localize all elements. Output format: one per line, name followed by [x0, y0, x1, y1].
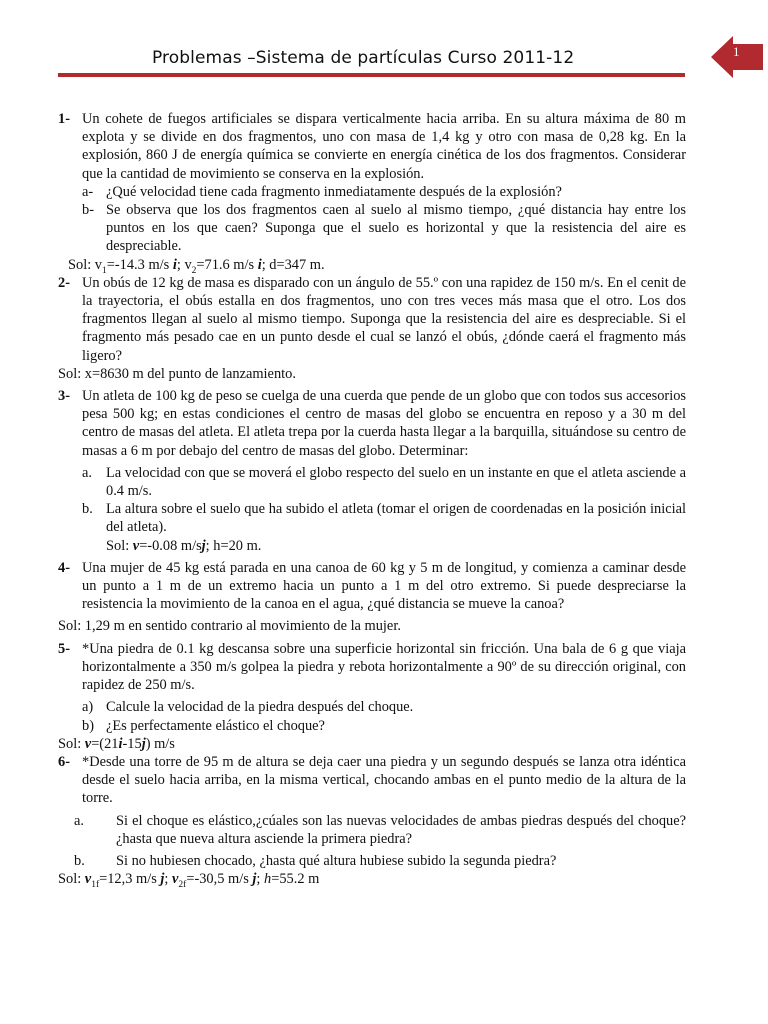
- part-text: Si no hubiesen chocado, ¿hasta qué altura hubiese subido la segunda piedra?: [116, 852, 557, 869]
- problem-part: [58, 201, 686, 256]
- part-label: a.: [82, 464, 92, 481]
- part-text: ¿Qué velocidad tiene cada fragmento inmediatamente después de la explosión?: [106, 183, 562, 200]
- solution-4: Sol: 1,29 m en sentido contrario al movimiento de la mujer.: [58, 618, 401, 635]
- problem-4: [58, 559, 686, 614]
- part-text: La velocidad con que se moverá el globo respecto del suelo en un instante en que el atleta asciende a 0.4 m/s.: [106, 464, 686, 500]
- solution-2: Sol: x=8630 m del punto de lanzamiento.: [58, 365, 296, 382]
- problem-part: [58, 717, 686, 735]
- solution-1: Sol: $v_1=-14.3$ m/s i; $v_2=71.6$ m/s i; d=347 m.: [68, 256, 325, 276]
- page-number: 1: [733, 44, 740, 59]
- problem-part: [58, 500, 686, 536]
- problem-6: [58, 753, 686, 808]
- part-text: La altura sobre el suelo que ha subido el atleta (tomar el origen de coordenadas en la posición inicial del atleta).: [106, 501, 686, 536]
- problem-number: 6-: [58, 753, 70, 770]
- problem-number: 1-: [58, 111, 70, 127]
- part-text: Se observa que los dos fragmentos caen al suelo al mismo tiempo, ¿qué distancia hay entre los puntos en los que caen? Suponga que el suelo es horizontal y que la resistencia del aire es despreciable.: [106, 202, 686, 255]
- problem-number: 2-: [58, 274, 70, 291]
- problem-text: Un atleta de 100 kg de peso se cuelga de una cuerda que pende de un globo que con todos sus accesorios pesa 500 kg; en estas condiciones el centro de masas del globo se encuentra en reposo y a 30 m del centro de masas del atleta. El atleta trepa por la cuerda hasta llegar a la barquilla, situándose su centro de masas a 6 m por debajo del centro de masas del globo. Determinar:: [82, 388, 686, 459]
- part-text: Calcule la velocidad de la piedra después del choque.: [106, 699, 414, 716]
- part-label: b.: [82, 501, 93, 518]
- problem-list: [58, 110, 686, 888]
- solution-3: Sol: v=-0.08 m/sj; h=20 m.: [106, 537, 262, 554]
- part-text: ¿Es perfectamente elástico el choque?: [106, 717, 325, 734]
- problem-text: *Una piedra de 0.1 kg descansa sobre una superficie horizontal sin fricción. Una bala de 6 g que viaja horizontalmente a 350 m/s golpea la piedra y rebota horizontalmente a 90º de su dirección original, con rapidez de 250 m/s.: [82, 640, 686, 694]
- problem-text: *Desde una torre de 95 m de altura se deja caer una piedra y un segundo después se lanza otra idéntica desde el suelo hacia arriba, en la misma vertical, chocando ambas en el punto medio de la altura de la torre.: [82, 753, 686, 807]
- solution-5: Sol: v=(21i-15j) m/s: [58, 735, 175, 752]
- problem-part: [58, 464, 686, 500]
- part-text: Si el choque es elástico,¿cúales son las nuevas velocidades de ambas piedras después del choque? ¿hasta que nueva altura asciende la primera piedra?: [116, 812, 686, 847]
- part-label: b): [82, 717, 94, 734]
- part-label: b.: [74, 852, 85, 869]
- header-title: Problemas –Sistema de partículas Curso 2011-12: [152, 48, 575, 68]
- part-label: a): [82, 699, 94, 716]
- part-label: a.: [74, 812, 84, 829]
- problem-5: [58, 640, 686, 695]
- problem-number: 5-: [58, 640, 70, 657]
- problem-3: [58, 387, 686, 460]
- problem-number: 4-: [58, 559, 70, 576]
- part-label: a-: [82, 183, 94, 200]
- solution-6: Sol: $v_{1f}=12,3$ m/s j; $v_{2f}=-30,5$ m/s j; h=55.2 m: [58, 871, 320, 890]
- problem-2: [58, 274, 686, 365]
- problem-text: Un obús de 12 kg de masa es disparado con un ángulo de 55.º con una rapidez de 150 m/s. En el cenit de la trayectoria, el obús estalla en dos fragmentos, uno con tres veces más masa que el otro. Los dos fragmentos llegan al suelo al mismo tiempo. Suponga que la resistencia del aire es despreciable. Si el fragmento más pesado cae en un punto desde el cual se lanzó el obús, ¿dónde caerá el fragmento más ligero?: [82, 274, 686, 364]
- problem-text: Una mujer de 45 kg está parada en una canoa de 60 kg y 5 m de longitud, y comienza a caminar desde un punto a 1 m de un extremo hacia un punto a 1 m del otro extremo. Si puede despreciarse la resistencia la movimiento de la canoa en el agua, ¿qué distancia se mueve la canoa?: [82, 559, 686, 613]
- problem-part: [58, 183, 686, 201]
- problem-1: [58, 110, 686, 183]
- problem-text: Un cohete de fuegos artificiales se dispara verticalmente hacia arriba. En su altura máxima de 80 m explota y se divide en dos fragmentos, uno con masa de 1,4 kg y otro con masa de 0,28 kg. En la explosión, 860 J de energía química se convierte en energía cinética de los dos fragmentos. Considerar que la cantidad de movimiento se conserva en la explosión.: [82, 111, 686, 182]
- problem-part: [58, 698, 686, 716]
- problem-number: 3-: [58, 388, 70, 405]
- part-label: b-: [82, 202, 94, 219]
- problem-part: [58, 852, 686, 870]
- header-rule: [58, 73, 685, 77]
- problem-part: [58, 812, 686, 848]
